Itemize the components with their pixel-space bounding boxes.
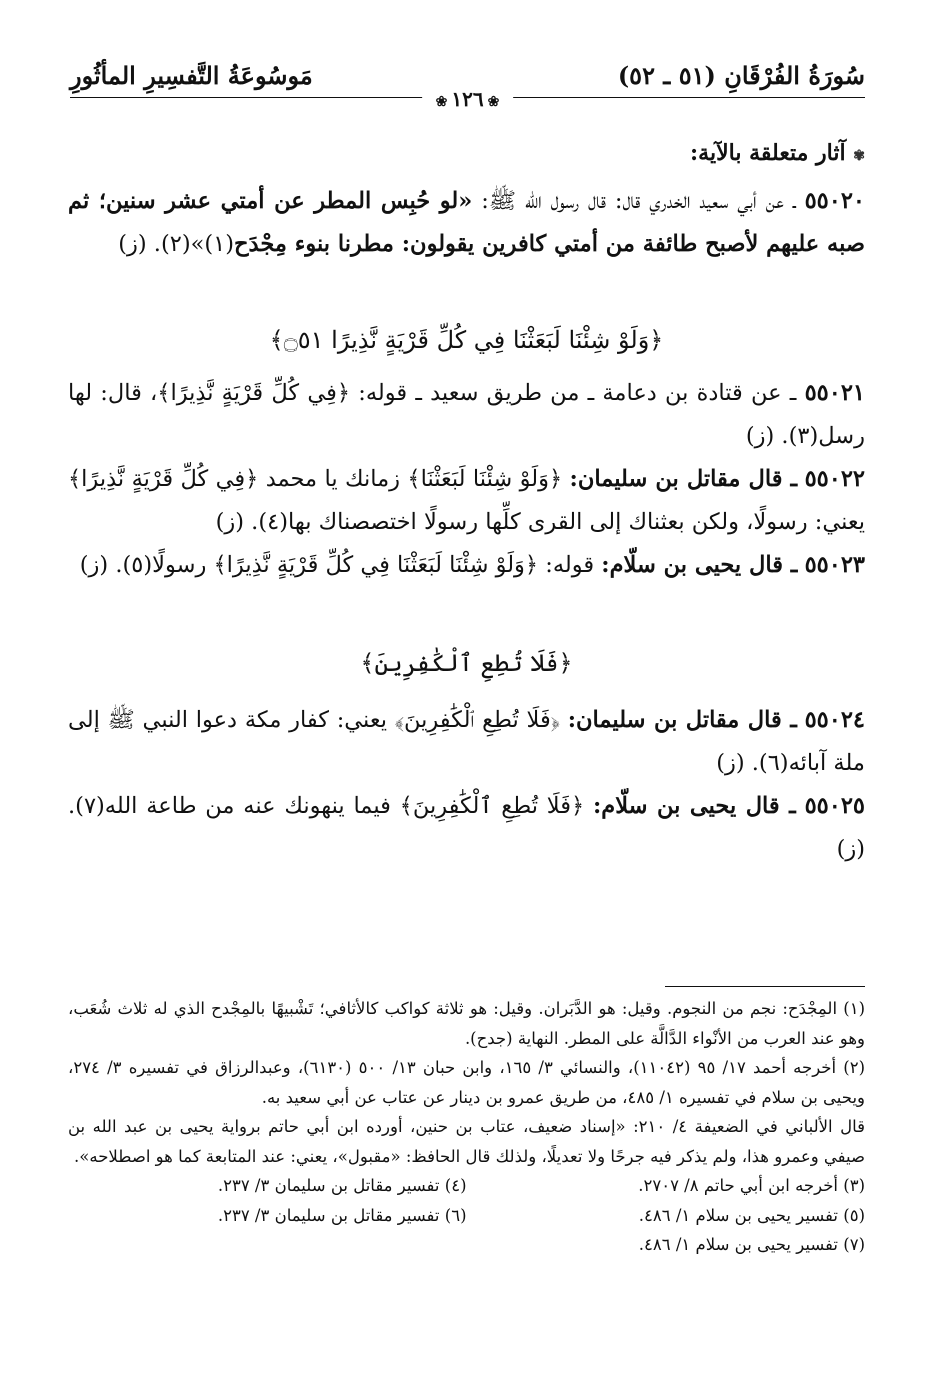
page-number: ١٢٦ — [451, 87, 484, 111]
surah-title: سُورَةُ الفُرْقَانِ (٥١ ـ ٥٢) — [617, 61, 865, 90]
verse-heading-52: ﴿فَلَا تُطِعِ ٱلْكَٰفِرِينَ﴾ — [360, 649, 573, 677]
footnote-4: (٤) تفسير مقاتل بن سليمان ٣/ ٢٣٧. — [217, 1176, 467, 1195]
narration-number: ٥٥٠٢١ — [804, 380, 866, 406]
narration-number: ٥٥٠٢٣ — [804, 552, 865, 578]
narration-55024 — [68, 699, 865, 785]
book-title: مَوسُوعَةُ التَّفسِيرِ المأثُورِ — [70, 61, 313, 90]
main-content — [68, 140, 865, 871]
footnotes — [68, 994, 865, 1260]
narration-text: قوله: ﴿وَلَوْ شِئْنَا لَبَعَثْنَا فِي كُلِّ قَرْيَةٍ نَّذِيرًا﴾ رسولًا(٥). (ز) — [79, 552, 602, 578]
narration-number: ٥٥٠٢٥ — [804, 793, 865, 819]
flower-ornament-icon: ✾ — [853, 148, 865, 164]
narration-text: ﴿فَلَا تُطِعِ ٱلْكَٰفِرِينَ﴾ يعني: كفار مكة دعوا النبي ﷺ إلى ملة آبائه(٦). (ز) — [68, 707, 865, 776]
narration-text: ـ عن قتادة بن دعامة ـ من طريق سعيد ـ قوله: ﴿فِي كُلِّ قَرْيَةٍ نَّذِيرًا﴾، قال: لها رسل(٣). (ز) — [68, 380, 865, 449]
footnote-2-continued: قال الألباني في الضعيفة ٤/ ٢١٠: «إسناد ضعيف، عتاب بن حنين، أورده ابن أبي حاتم برواية يحيى بن عبد الله بن صيفي وعمرو هذا، ولم يذكر فيه جرحًا ولا تعديلًا، ولذلك قال الحافظ: «مقبول»، يعني: عند المتابعة كما هو اصطلاحه». — [68, 1117, 865, 1166]
narration-number: ٥٥٠٢٢ — [804, 466, 865, 492]
narration-55021 — [68, 372, 865, 458]
hadith-text: «لو حُبِس المطر عن أمتي عشر سنين؛ ثم صبه عليهم لأصبح طائفة من أمتي كافرين يقولون: مطرنا بنوء مِجْدَح — [68, 188, 865, 257]
footnote-1: (١) المِجْدَح: نجم من النجوم. وقيل: هو الدَّبَران. وقيل: هو ثلاثة كواكب كالأثافي؛ تَشْبيهًا بالمِجْدح الذي له ثلاث شُعَب، وهو عند العرب من الأنْواء الدَّالَّة على المطر. النهاية (جدح). — [68, 999, 865, 1048]
narration-55022 — [68, 458, 865, 544]
narrator-name: ـ قال يحيى بن سلّام: — [593, 793, 796, 819]
verse-heading-51: ﴿وَلَوْ شِئْنَا لَبَعَثْنَا فِي كُلِّ قَرْيَةٍ نَّذِيرًا ۝٥١﴾ — [269, 326, 664, 354]
narration-55020 — [68, 180, 865, 266]
footnote-row — [68, 1171, 865, 1201]
footnote-5: (٥) تفسير يحيى بن سلام ١/ ٤٨٦. — [638, 1205, 865, 1225]
footnote-6: (٦) تفسير مقاتل بن سليمان ٣/ ٢٣٧. — [217, 1205, 467, 1225]
narration-ending: (١)»(٢). (ز) — [118, 231, 235, 257]
narrator-name: ـ قال يحيى بن سلّام: — [601, 552, 798, 578]
narration-text: ﴿فَلَا تُطِعِ ٱلْكَٰفِرِينَ﴾ فيما ينهونك عنه من طاعة الله(٧). (ز) — [68, 793, 865, 862]
narration-number: ٥٥٠٢٤ — [804, 707, 865, 733]
page-number-block — [422, 87, 514, 111]
page-header — [70, 55, 865, 111]
narrator-name: ـ قال مقاتل بن سليمان: — [569, 466, 798, 492]
footnote-7: (٧) تفسير يحيى بن سلام ١/ ٤٨٦. — [638, 1235, 865, 1254]
narrator-name: ـ قال مقاتل بن سليمان: — [567, 707, 797, 733]
narration-number: ٥٥٠٢٠ — [804, 188, 865, 214]
ornament-icon: ❀ — [435, 94, 448, 110]
footnote-2: (٢) أخرجه أحمد ١٧/ ٩٥ (١١٠٤٢)، والنسائي ٣/ ١٦٥، وابن حبان ١٣/ ٥٠٠ (٦١٣٠)، وعبدالرزاق في تفسيره ٣/ ٢٧٤، ويحيى بن سلام في تفسيره ١/ ٤٨٥، من طريق عمرو بن دينار عن عتاب عن أبي سعيد به. — [68, 1058, 866, 1107]
footnote-separator — [665, 986, 865, 987]
narration-text: ﴿وَلَوْ شِئْنَا لَبَعَثْنَا﴾ زمانك يا محمد ﴿فِي كُلِّ قَرْيَةٍ نَّذِيرًا﴾ يعني: رسولًا، ولكن بعثناك إلى القرى كلِّها رسولًا اختصصناك بها(٤). (ز) — [68, 466, 865, 535]
narration-55023 — [68, 544, 865, 587]
section-heading — [68, 140, 865, 166]
footnote-3: (٣) أخرجه ابن أبي حاتم ٨/ ٢٧٠٧. — [638, 1176, 865, 1195]
narration-55025 — [68, 785, 865, 871]
section-heading-text: آثار متعلقة بالآية: — [690, 140, 846, 166]
footnote-row — [68, 1201, 865, 1231]
narration-intro: ـ عن أبي سعيد الخدري قال: قال رسول الله ﷺ: — [472, 188, 796, 214]
ornament-icon: ❀ — [487, 94, 500, 110]
